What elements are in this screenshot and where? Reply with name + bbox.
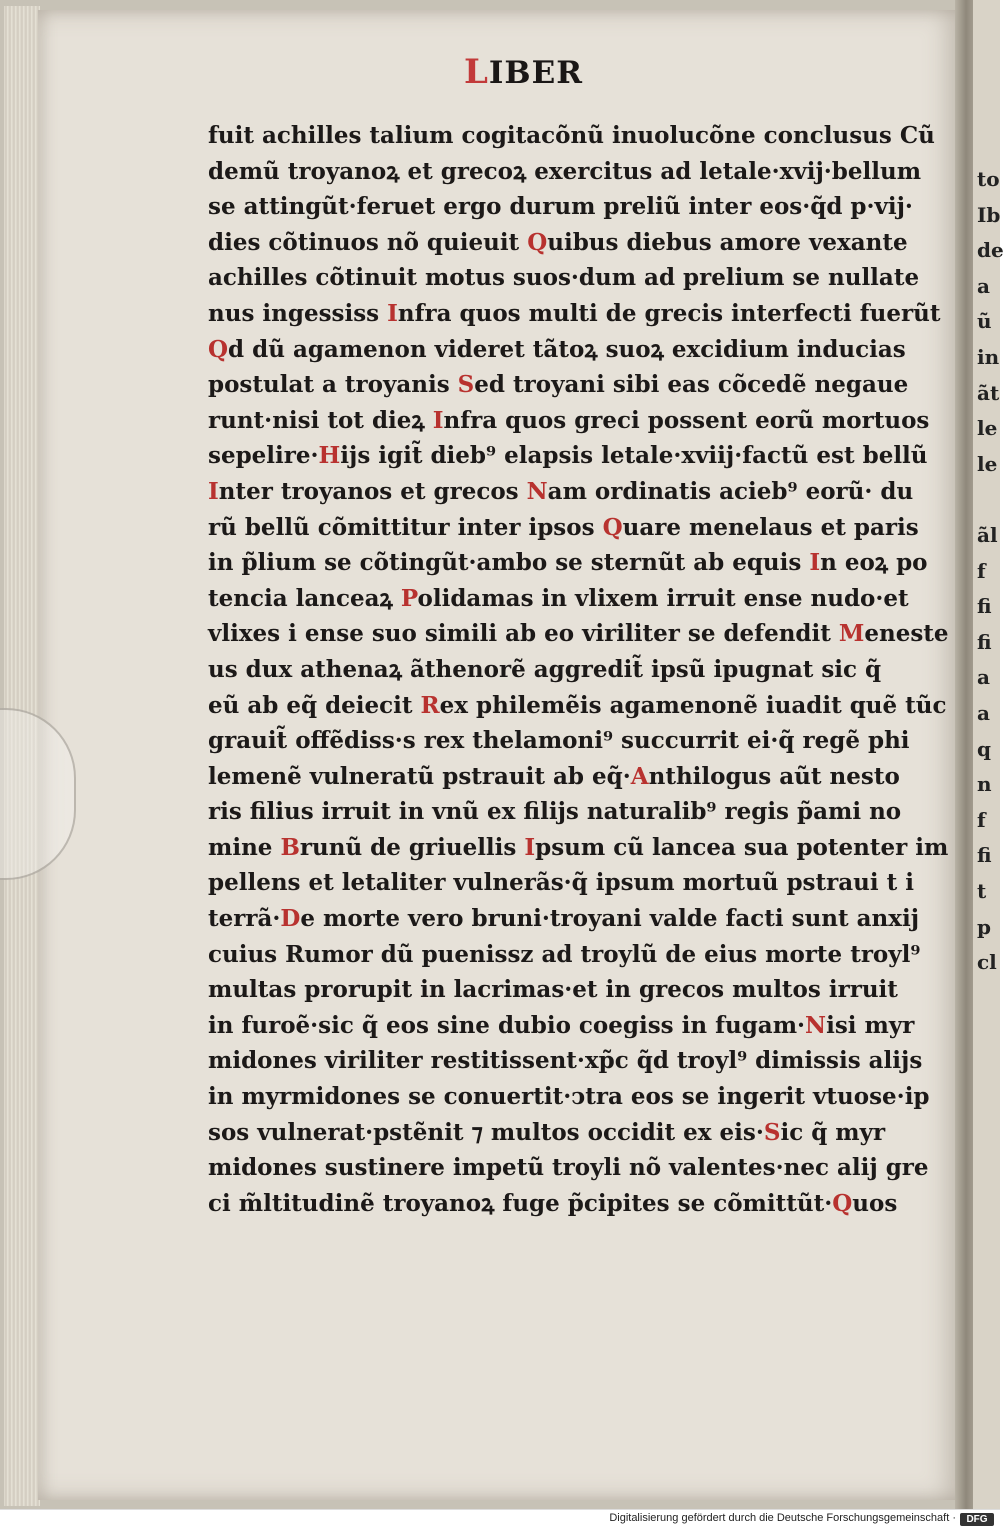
text-line (208, 759, 900, 795)
rubricated-initial: A (630, 762, 649, 790)
text-line (208, 403, 930, 439)
line-text: terrã· (208, 905, 281, 933)
rubricated-initial: S (763, 1118, 781, 1146)
line-text: uos (852, 1189, 898, 1217)
text-line (208, 225, 908, 261)
text-line: achilles cõtinuit motus suos·dum ad prelium se nullate (208, 264, 920, 292)
adjacent-page-fragment: le (977, 451, 998, 476)
line-text: uibus diebus amore vexante (547, 228, 908, 256)
line-text: sos vulnerat·pstẽnit ⁊ multos occidit ex eis· (208, 1118, 764, 1146)
rubricated-initial: N (805, 1011, 827, 1039)
adjacent-page-fragment (977, 490, 999, 508)
adjacent-page-fragment: le (977, 416, 998, 441)
line-text: psum cũ lancea sua potenter im (535, 833, 949, 861)
rubricated-initial: S (457, 371, 475, 399)
rubricated-initial: P (400, 584, 418, 612)
rubricated-initial: B (280, 833, 300, 861)
line-text: in p̃lium se cõtingũt·ambo se sternũt ab equis (208, 549, 810, 577)
text-line: us dux athenaꝝ ãthenorẽ aggredit̃ ipsũ ipugnat sic q̃ (208, 655, 882, 683)
adjacent-page-fragment: de (977, 238, 1004, 263)
text-line (208, 474, 914, 510)
rubricated-initial: I (208, 477, 219, 505)
text-line (208, 830, 949, 866)
rubricated-initial: Q (527, 228, 548, 256)
line-text: nthilogus aũt nesto (648, 762, 900, 790)
text-line (208, 545, 928, 581)
book-gutter (955, 0, 975, 1509)
text-line (208, 367, 909, 403)
adjacent-page-fragment: fi (977, 843, 992, 868)
line-text: in furoẽ·sic q̃ eos sine dubio coegiss in fugam· (208, 1011, 806, 1039)
adjacent-page-fragment: f (977, 558, 986, 583)
text-line (208, 616, 949, 652)
rubricated-initial: Q (602, 513, 623, 541)
line-text: d dũ agamenon videret tãtoꝝ suoꝝ excidium inducias (228, 335, 906, 363)
adjacent-page-fragment: in (977, 345, 1000, 369)
rubricated-initial: I (809, 549, 821, 577)
adjacent-page-fragment: ãt (977, 380, 1000, 405)
adjacent-page-fragment: q (977, 736, 991, 761)
adjacent-page-fragment: f (977, 807, 986, 832)
text-line (208, 1115, 896, 1151)
text-line: se attingũt·feruet ergo durum preliũ inter eos·q̃d p·vij· (208, 193, 913, 221)
rubricated-initial: R (420, 691, 440, 719)
line-text: e morte vero bruni·troyani valde facti sunt anxij (300, 905, 920, 933)
rubricated-initial: N (526, 477, 548, 505)
line-text: nus ingessiss (208, 299, 388, 327)
adjacent-page-fragment: ũ (977, 309, 992, 334)
adjacent-page-fragment: n (977, 772, 992, 797)
line-text: eneste (864, 620, 949, 648)
line-text: lemenẽ vulneratũ pstrauit ab eq̃· (208, 762, 631, 790)
running-head-text: IBER (488, 55, 583, 91)
text-block (208, 118, 949, 1221)
line-text: runt·nisi tot dieꝝ (208, 406, 433, 434)
line-text: nfra quos greci possent eorũ mortuos (443, 406, 930, 434)
text-line: midones sustinere impetũ troyli nõ valentes·nec alij gre (208, 1154, 929, 1182)
text-line: ris filius irruit in vnũ ex filijs naturalib⁹ regis p̃ami no (208, 798, 902, 826)
adjacent-page-fragment: cl (977, 950, 997, 975)
adjacent-page-fragment: fi (977, 594, 992, 619)
line-text: tencia lanceaꝝ (208, 584, 401, 612)
line-text: ex philemẽis agamenonẽ iuadit quẽ tũc (439, 691, 947, 719)
line-text: vlixes i ense suo simili ab eo viriliter se defendit (208, 620, 839, 648)
text-line: midones viriliter restitissent·xp̃c q̃d troyl⁹ dimissis alijs (208, 1047, 923, 1075)
line-text: am ordinatis acieb⁹ eorũ· du (547, 477, 914, 505)
line-text: rũ bellũ cõmittitur inter ipsos (208, 513, 603, 541)
adjacent-page-fragment: to (977, 167, 1000, 191)
adjacent-page-fragment: a (977, 665, 990, 690)
rubricated-initial: I (432, 406, 444, 434)
line-text: nter troyanos et grecos (218, 477, 527, 505)
rubricated-initial: I (387, 299, 398, 327)
line-text: uare menelaus et paris (622, 513, 919, 541)
running-head (464, 52, 583, 93)
line-text: n eoꝝ po (820, 549, 928, 577)
rubricated-initial: H (318, 442, 341, 470)
line-text: isi myr (826, 1011, 915, 1039)
text-line: in myrmidones se conuertit·ↄtra eos se ingerit vtuose·ip (208, 1083, 930, 1111)
footer-bar (0, 1509, 1000, 1530)
adjacent-page-fragment: p (977, 914, 991, 939)
text-line: demũ troyanoꝝ et grecoꝝ exercitus ad letale·xvij·bellum (208, 157, 922, 185)
adjacent-page-fragment: fi (977, 629, 992, 654)
funding-credit: Digitalisierung gefördert durch die Deutsche Forschungsgemeinschaft · (609, 1512, 956, 1524)
text-line (208, 581, 909, 617)
text-line (208, 332, 906, 368)
line-text: mine (208, 833, 281, 861)
text-line: grauit̃ offẽdiss·s rex thelamoni⁹ succurrit ei·q̃ regẽ phi (208, 727, 910, 755)
text-line: fuit achilles talium cogitacõnũ inuolucõne conclusus Cũ (208, 122, 935, 149)
adjacent-page-fragment: a (977, 701, 990, 725)
line-text: ic q̃ myr (780, 1118, 886, 1146)
text-line: multas prorupit in lacrimas·et in grecos multos irruit (208, 976, 898, 1004)
text-line (208, 1008, 915, 1044)
line-text: ci m̃ltitudinẽ troyanoꝝ fuge p̃cipites se cõmittũt· (208, 1189, 833, 1217)
adjacent-page (973, 0, 1004, 1509)
adjacent-page-fragment: Ib (977, 202, 1001, 227)
rubricated-initial: M (838, 620, 865, 648)
adjacent-page-fragment: ãl (977, 523, 998, 547)
line-text: sepelire· (208, 442, 319, 470)
line-text: postulat a troyanis (208, 371, 458, 399)
text-line (208, 688, 947, 724)
line-text: olidamas in vlixem irruit ense nudo·et (417, 584, 909, 612)
line-text: runũ de griuellis (299, 833, 525, 861)
adjacent-page-fragment: a (977, 273, 990, 298)
running-head-initial: L (464, 52, 489, 92)
text-line (208, 296, 941, 332)
line-text: nfra quos multi de grecis interfecti fuerũt (397, 299, 941, 327)
rubricated-initial: Q (208, 335, 229, 363)
text-line (208, 901, 920, 937)
line-text: ijs igit̃ dieb⁹ elapsis letale·xviij·factũ est bellũ (340, 442, 928, 470)
text-line: pellens et letaliter vulnerãs·q̃ ipsum mortuũ pstraui t i (208, 869, 914, 897)
text-line (208, 510, 919, 546)
text-line (208, 1186, 896, 1222)
dfg-logo: DFG (960, 1513, 994, 1526)
rubricated-initial: I (524, 833, 536, 861)
rubricated-initial: D (280, 905, 301, 933)
line-text: ed troyani sibi eas cõcedẽ negaue (474, 371, 909, 399)
text-line (208, 438, 928, 474)
rubricated-initial: Q (832, 1189, 853, 1217)
adjacent-page-fragment: t (977, 879, 987, 903)
line-text: eũ ab eq̃ deiecit (208, 691, 421, 719)
text-line: cuius Rumor dũ puenissz ad troylũ de eius morte troyl⁹ (208, 940, 921, 968)
line-text: dies cõtinuos nõ quieuit (208, 228, 528, 256)
